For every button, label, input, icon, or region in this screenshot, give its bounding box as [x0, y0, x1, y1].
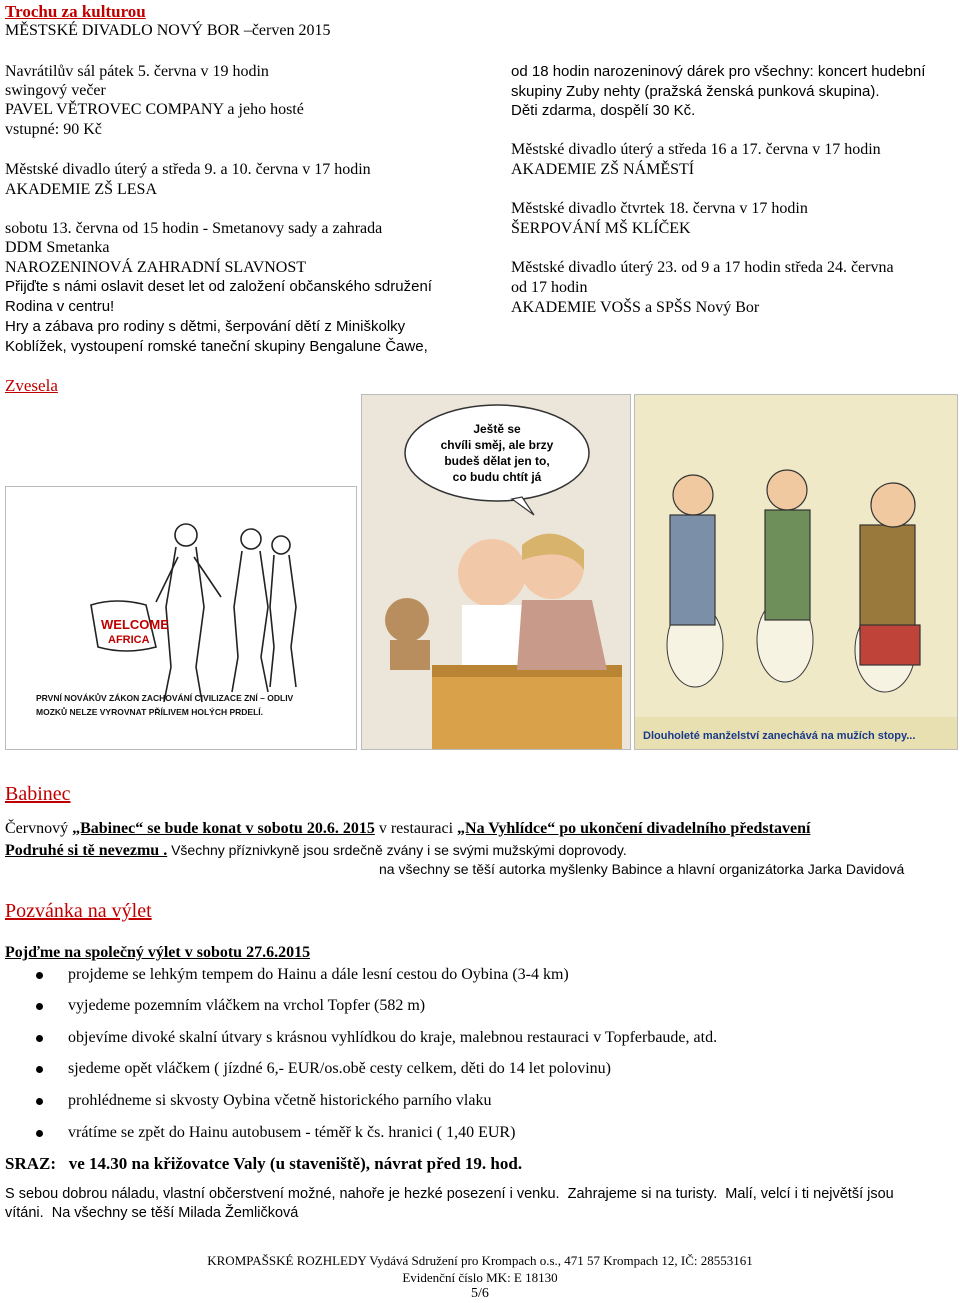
footer-line-2: Evidenční číslo MK: E 18130 — [402, 1270, 558, 1285]
cartoon-drawing — [6, 487, 356, 749]
event-line: Navrátilův sál pátek 5. června v 19 hodin — [5, 63, 269, 80]
event-line: vstupné: 90 Kč — [5, 121, 102, 138]
babinec-title: Babinec — [5, 783, 71, 805]
sign-line-2: AFRICA — [108, 634, 150, 646]
vylet-title: Pozvánka na výlet — [5, 900, 152, 922]
event-line: od 17 hodin — [511, 279, 588, 296]
event-paragraph: skupiny Zuby nehty (pražská ženská punková skupina). — [511, 83, 880, 100]
vylet-list: projdeme se lehkým tempem do Hainu a dále lesní cestou do Oybina (3-4 km) vyjedeme pozemním vláčkem na vrchol Topfer (582 m) objevíme divoké skalní útvary s krásnou vyhlídkou do kraje, malebnou restauraci v Topferbaude, atd. sjedeme opět vláčkem ( jízdné 6,- EUR/os.obě cesty celkem, děti do 14 let polovinu) prohlédneme si skvosty Oybina včetně historického parního vlaku vrátíme se zpět do Hainu autobusem - téměř k čs. hranici ( 1,40 EUR) — [36, 966, 946, 1156]
event-line: swingový večer — [5, 82, 106, 99]
vylet-sraz: SRAZ: ve 14.30 na křižovatce Valy (u staveniště), návrat před 19. hod. — [5, 1154, 523, 1173]
vylet-note-line-1: S sebou dobrou náladu, vlastní občerstvení možné, nahoře je hezké posezení i venku. Zahrajeme si na turisty. Malí, velcí i ti největší jsou — [5, 1186, 894, 1202]
bubble-line-1: Ještě se — [473, 422, 521, 436]
cartoon-caption-line-1: PRVNÍ NOVÁKŮV ZÁKON ZACHOVÁNÍ CIVILIZACE ZNÍ – ODLIV — [36, 693, 294, 703]
bullet-icon — [36, 1035, 43, 1042]
photo-children — [361, 394, 631, 750]
zvesela-title: Zvesela — [5, 376, 58, 395]
babinec-date: „Babinec“ se bude konat v sobotu 20.6. 2015 — [72, 820, 375, 837]
babinec-text: Červnový — [5, 820, 73, 837]
event-line: AKADEMIE VOŠS a SPŠS Nový Bor — [511, 299, 760, 316]
vylet-subtitle: Pojďme na společný výlet v sobotu 27.6.2015 — [5, 944, 311, 961]
event-paragraph: od 18 hodin narozeninový dárek pro všechny: koncert hudební — [511, 63, 926, 80]
event-paragraph: Děti zdarma, dospělí 30 Kč. — [511, 102, 696, 119]
vylet-note-line-2: vítáni. Na všechny se těší Milada Žemličková — [5, 1205, 299, 1221]
bubble-line-3: budeš dělat jen to, — [444, 454, 550, 468]
sign-line-1: WELCOME — [101, 617, 169, 632]
cartoon-urinals — [634, 394, 958, 750]
bullet-icon — [36, 1003, 43, 1010]
photo-drawing — [362, 395, 630, 749]
babinec-line-1 — [5, 819, 810, 839]
event-line: sobotu 13. června od 15 hodin - Smetanovy sady a zahrada — [5, 220, 383, 237]
event-line: Městské divadlo úterý a středa 16 a 17. června v 17 hodin — [511, 141, 881, 158]
cartoon-welcome-africa — [5, 486, 357, 750]
bubble-line-4: co budu chtít já — [452, 470, 542, 484]
event-line: DDM Smetanka — [5, 239, 110, 256]
event-line: Městské divadlo úterý 23. od 9 a 17 hodin středa 24. června — [511, 259, 894, 276]
cartoon-urinals-caption: Dlouholeté manželství zanechává na mužích stopy... — [643, 730, 916, 742]
event-line: PAVEL VĚTROVEC COMPANY a jeho hosté — [5, 101, 304, 118]
page-number: 5/6 — [471, 1286, 489, 1301]
bullet-icon — [36, 972, 43, 979]
babinec-line-3: na všechny se těší autorka myšlenky Babince a hlavní organizátorka Jarka Davidová — [379, 861, 905, 877]
event-line: AKADEMIE ZŠ LESA — [5, 181, 157, 198]
event-line: NAROZENINOVÁ ZAHRADNÍ SLAVNOST — [5, 259, 307, 276]
bubble-line-2: chvíli směj, ale brzy — [440, 438, 554, 452]
babinec-play: Podruhé si tě nevezmu . — [5, 842, 168, 859]
bullet-icon — [36, 1066, 43, 1073]
babinec-text: v restauraci — [374, 820, 458, 837]
event-paragraph: Rodina v centru! — [5, 298, 115, 315]
cartoon-caption-line-2: MOZKŮ NELZE VYROVNAT PŘÍLIVEM HOLÝCH PRDELÍ. — [36, 707, 263, 717]
bullet-icon — [36, 1130, 43, 1137]
footer-line-1: KROMPAŠSKÉ ROZHLEDY Vydává Sdružení pro Krompach o.s., 471 57 Krompach 12, IČ: 28553161 — [207, 1253, 753, 1268]
bullet-icon — [36, 1098, 43, 1105]
cartoon-urinals-drawing — [635, 395, 957, 749]
event-line: Městské divadlo čtvrtek 18. června v 17 hodin — [511, 200, 808, 217]
babinec-line-2 — [5, 841, 627, 861]
babinec-place: „Na Vyhlídce“ po ukončení divadelního představení — [457, 820, 811, 837]
event-line: ŠERPOVÁNÍ MŠ KLÍČEK — [511, 220, 691, 237]
event-line: AKADEMIE ZŠ NÁMĚSTÍ — [511, 161, 695, 178]
section-subtitle: MĚSTSKÉ DIVADLO NOVÝ BOR –červen 2015 — [5, 22, 331, 39]
event-line: Městské divadlo úterý a středa 9. a 10. června v 17 hodin — [5, 161, 371, 178]
section-title: Trochu za kulturou — [5, 2, 146, 21]
event-paragraph: Koblížek, vystoupení romské taneční skupiny Bengalune Čawe, — [5, 338, 428, 355]
event-paragraph: Hry a zábava pro rodiny s dětmi, šerpování dětí z Miniškolky — [5, 318, 406, 335]
babinec-text: Všechny příznivkyně jsou srdečně zvány i se svými mužskými doprovody. — [167, 842, 627, 858]
event-paragraph: Přijďte s námi oslavit deset let od založení občanského sdružení — [5, 278, 432, 295]
